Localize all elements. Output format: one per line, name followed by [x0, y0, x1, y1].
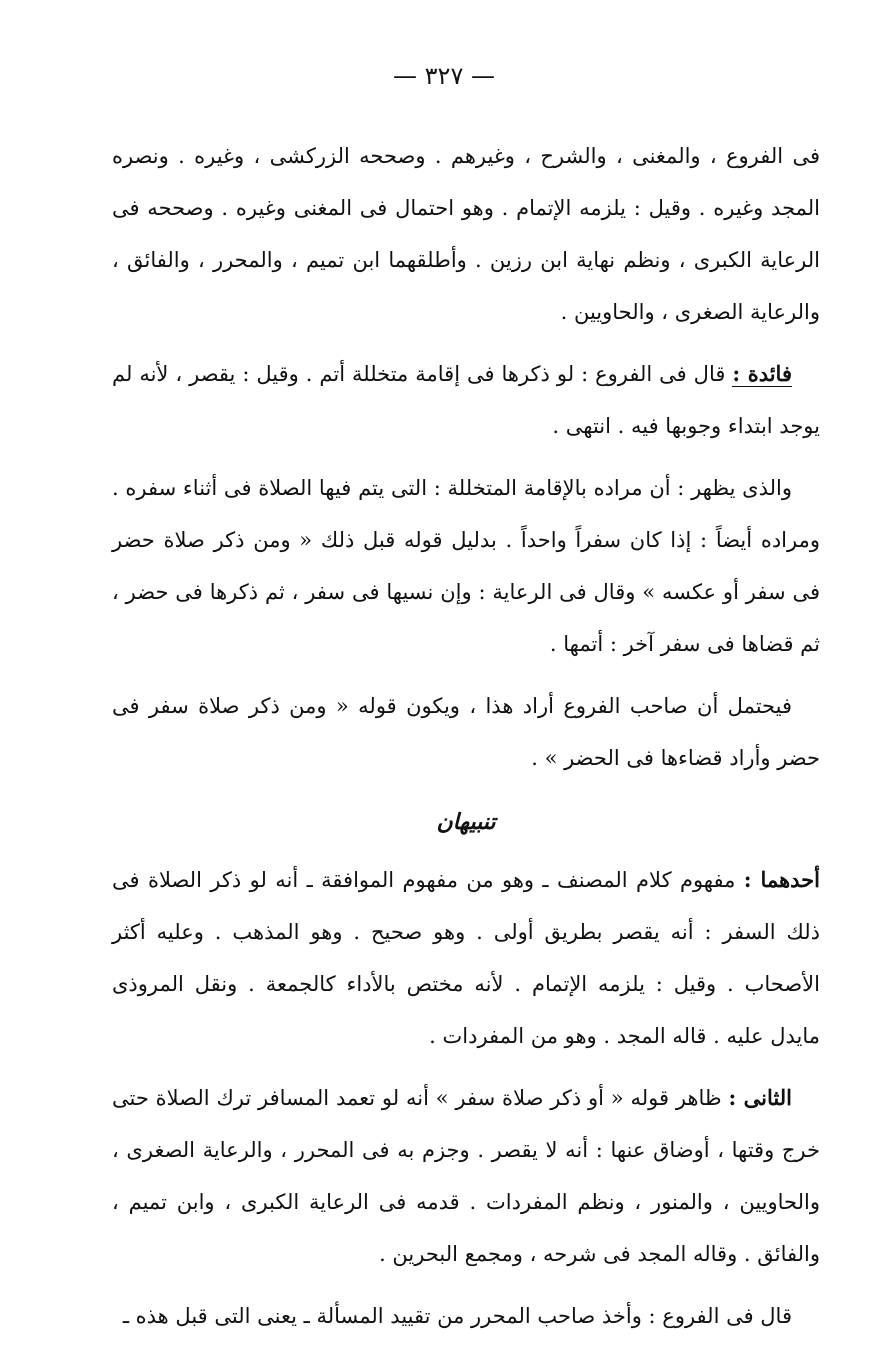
- paragraph-text: قال فى الفروع : لو ذكرها فى إقامة متخللة أتم . وقيل : يقصر ، لأنه لم يوجد ابتداء وجوبها فيه . انتهى .: [112, 362, 820, 438]
- page-number: — ٣٢٧ —: [393, 62, 495, 90]
- paragraph-text: فيحتمل أن صاحب الفروع أراد هذا ، ويكون قوله « ومن ذكر صلاة سفر فى حضر وأراد قضاءها فى الحضر » .: [112, 694, 820, 770]
- paragraph-final: [112, 1290, 820, 1342]
- paragraph-4: [112, 680, 820, 784]
- note-text: ظاهر قوله « أو ذكر صلاة سفر » أنه لو تعمد المسافر ترك الصلاة حتى خرج وقتها ، أوضاق عنها : أنه لا يقصر . وجزم به فى المحرر ، والرعاية الصغرى ، والحاويين ، والمنور ، ونظم المفردات . قدمه فى الرعاية الكبرى ، وابن تميم ، والفائق . وقاله المجد فى شرحه ، ومجمع البحرين .: [112, 1086, 820, 1266]
- faida-label: فائدة :: [732, 361, 792, 386]
- section-heading: تنبيهان: [436, 809, 496, 835]
- paragraph-1: [112, 130, 820, 338]
- paragraph-3: [112, 462, 820, 670]
- note-second: [112, 1072, 820, 1280]
- page-body: [112, 130, 820, 1352]
- paragraph-text: قال فى الفروع : وأخذ صاحب المحرر من تقييد المسألة ـ يعنى التى قبل هذه ـ: [122, 1304, 792, 1328]
- note-first-label: أحدهما :: [743, 867, 821, 892]
- paragraph-text: والذى يظهر : أن مراده بالإقامة المتخللة : التى يتم فيها الصلاة فى أثناء سفره . ومراده أيضاً : إذا كان سفراً واحداً . بدليل قوله قبل ذلك « ومن ذكر صلاة حضر فى سفر أو عكسه » وقال فى الرعاية : وإن نسيها فى سفر ، ثم ذكرها فى حضر ، ثم قضاها فى سفر آخر : أتمها .: [112, 476, 820, 656]
- note-text: مفهوم كلام المصنف ـ وهو من مفهوم الموافقة ـ أنه لو ذكر الصلاة فى ذلك السفر : أنه يقصر بطريق أولى . وهو صحيح . وهو المذهب . وعليه أكثر الأصحاب . وقيل : يلزمه الإتمام . لأنه مختص بالأداء كالجمعة . ونقل المروذى مايدل عليه . قاله المجد . وهو من المفردات .: [112, 868, 820, 1048]
- note-first: [112, 854, 820, 1062]
- note-second-label: الثانى :: [728, 1085, 792, 1110]
- paragraph-text: فى الفروع ، والمغنى ، والشرح ، وغيرهم . وصححه الزركشى ، وغيره . ونصره المجد وغيره . وقيل : يلزمه الإتمام . وهو احتمال فى المغنى وغيره . وصححه فى الرعاية الكبرى ، ونظم نهاية ابن رزين . وأطلقهما ابن تميم ، والمحرر ، والفائق ، والرعاية الصغرى ، والحاويين .: [112, 144, 820, 324]
- paragraph-faida: [112, 348, 820, 452]
